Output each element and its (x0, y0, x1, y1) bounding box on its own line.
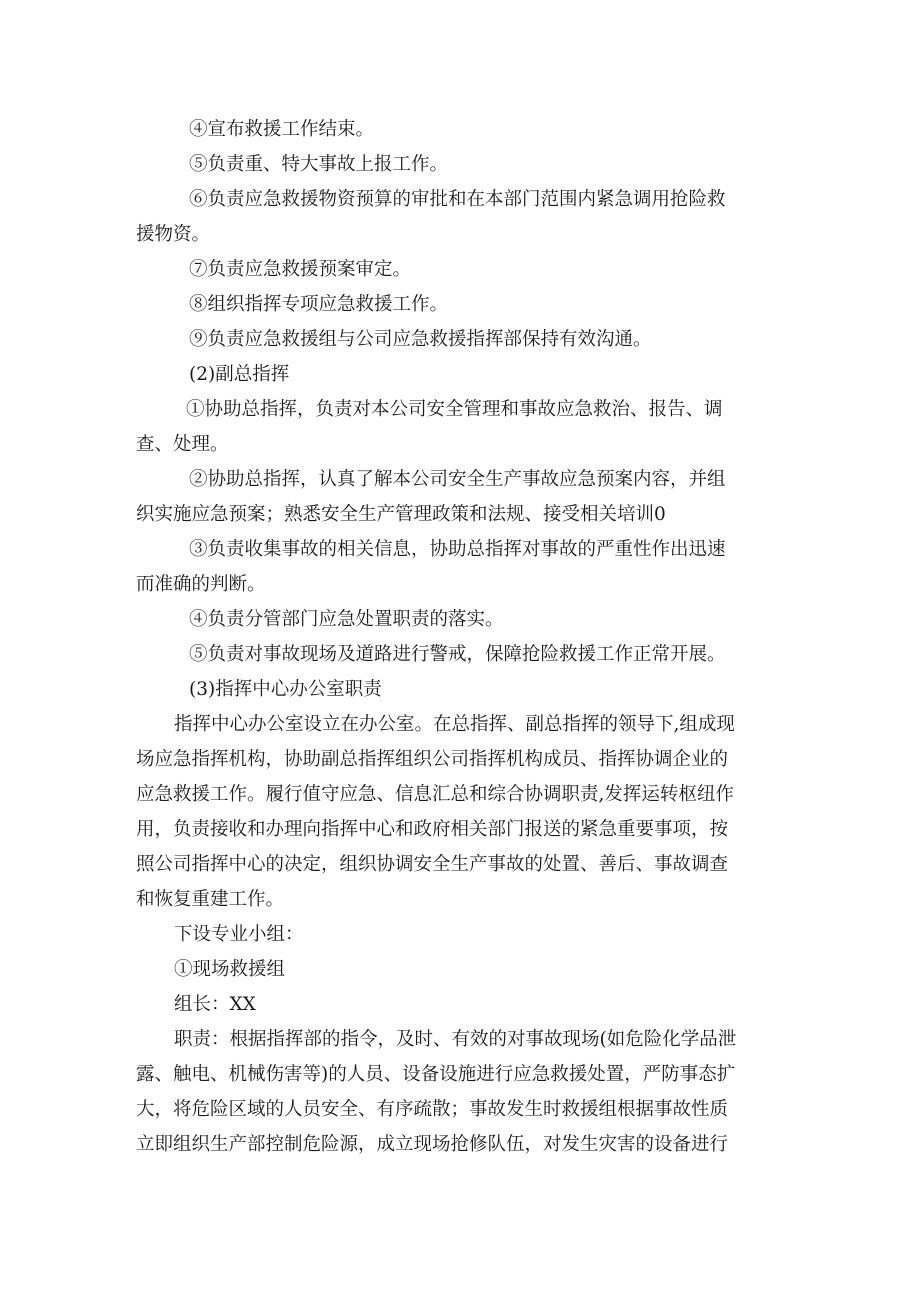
document-body (136, 112, 796, 1162)
text-line: 职责：根据指挥部的指令，及时、有效的对事故现场(如危险化学品泄 (174, 1029, 737, 1050)
text-line: ②协助总指挥，认真了解本公司安全生产事故应急预案内容，并组 (189, 469, 726, 490)
text-line: ③负责收集事故的相关信息，协助总指挥对事故的严重性作出迅速 (189, 539, 726, 560)
text-line: 指挥中心办公室设立在办公室。在总指挥、副总指挥的领导下,组成现 (174, 714, 735, 735)
text-line: ④宣布救援工作结束。 (189, 119, 375, 140)
text-line: 露、触电、机械伤害等)的人员、设备设施进行应急救援处置，严防事态扩 (136, 1064, 736, 1085)
text-line: 下设专业小组： (174, 924, 304, 945)
text-line: ⑨负责应急救援组与公司应急救援指挥部保持有效沟通。 (189, 329, 652, 350)
text-line: 照公司指挥中心的决定，组织协调安全生产事故的处置、善后、事故调查 (136, 854, 729, 875)
text-line: ⑧组织指挥专项应急救援工作。 (189, 294, 449, 315)
text-line: 应急救援工作。履行值守应急、信息汇总和综合协调职责,发挥运转枢纽作 (136, 784, 734, 805)
text-line: ⑦负责应急救援预案审定。 (189, 259, 412, 280)
text-line: 场应急指挥机构，协助副总指挥组织公司指挥机构成员、指挥协调企业的 (136, 749, 729, 770)
text-line: ①协助总指挥，负责对本公司安全管理和事故应急救治、报告、调 (186, 399, 723, 420)
text-line: 援物资。 (136, 224, 211, 245)
text-line: 组长：XX (174, 994, 256, 1015)
section-heading: (3)指挥中心办公室职责 (189, 679, 382, 700)
text-line: 织实施应急预案；熟悉安全生产管理政策和法规、接受相关培训0 (136, 504, 666, 525)
text-line: ⑤负责重、特大事故上报工作。 (189, 154, 449, 175)
text-line: 用，负责接收和办理向指挥中心和政府相关部门报送的紧急重要事项，按 (136, 819, 729, 840)
text-line: 立即组织生产部控制危险源，成立现场抢修队伍，对发生灾害的设备进行 (136, 1134, 729, 1155)
text-line: 和恢复重建工作。 (136, 889, 285, 910)
subsection-heading: ①现场救援组 (174, 959, 286, 980)
text-line: 大，将危险区域的人员安全、有序疏散；事故发生时救援组根据事故性质 (136, 1099, 729, 1120)
text-line: 查、处理。 (136, 434, 229, 455)
text-line: ④负责分管部门应急处置职责的落实。 (189, 609, 504, 630)
text-line: 而准确的判断。 (136, 574, 266, 595)
text-line: ⑥负责应急救援物资预算的审批和在本部门范围内紧急调用抢险救 (189, 189, 726, 210)
section-heading: (2)副总指挥 (189, 364, 290, 385)
text-line: ⑤负责对事故现场及道路进行警戒，保障抢险救援工作正常开展。 (189, 644, 726, 665)
